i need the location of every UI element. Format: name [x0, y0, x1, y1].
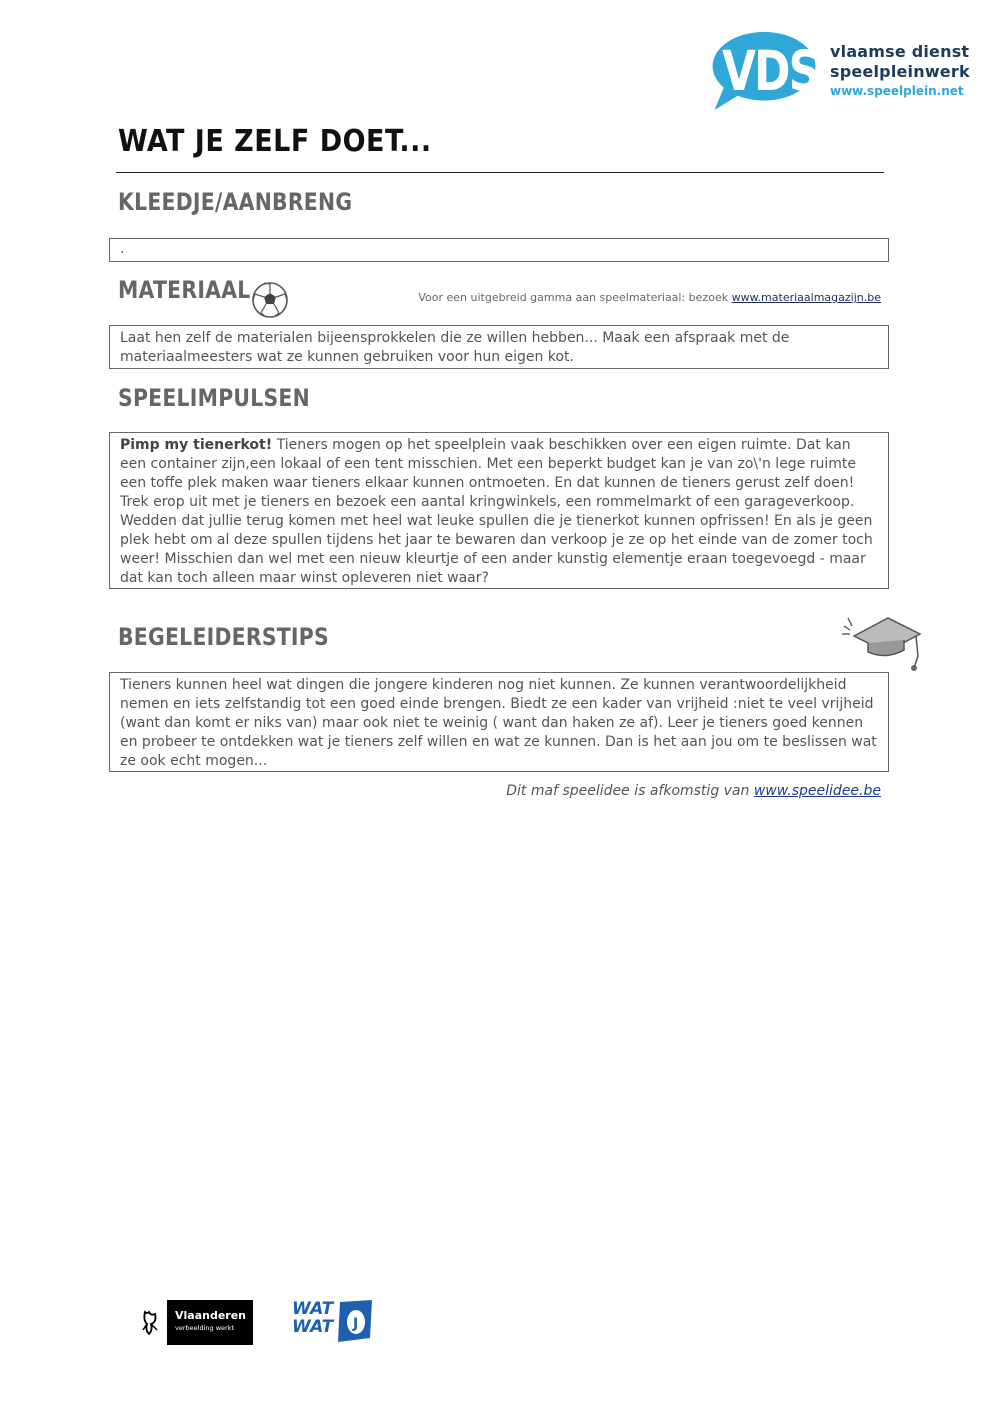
begeleiderstips-body: Tieners kunnen heel wat dingen die jongere kinderen nog niet kunnen. Ze kunnen verantwoordelijkheid nemen en iets zelfstandig tot een goed einde brengen. Biedt ze een kader van vrijheid :niet te veel vrijheid (want dan komt er niks van) maar ook niet te weinig ( want dan haken ze af). Leer je tieners goed kennen en probeer te ontdekken wat je tieners zelf willen en wat ze kunnen. Dan is het aan jou om te beslissen wat ze ook echt mogen... [120, 677, 877, 769]
vlaanderen-logo [135, 1300, 253, 1345]
graduation-cap-icon [840, 612, 924, 674]
watwat-logo [290, 1298, 374, 1344]
kleedje-body: . [120, 241, 125, 257]
box-speelimpulsen [109, 432, 889, 589]
source-text: Dit maf speelidee is afkomstig van [506, 783, 754, 799]
materiaalmagazijn-link[interactable]: www.materiaalmagazijn.be [731, 291, 881, 304]
materiaal-note-text: Voor een uitgebreid gamma aan speelmateriaal: bezoek [418, 291, 732, 304]
watwat-line-1: WAT [292, 1299, 334, 1319]
speelidee-link[interactable]: www.speelidee.be [753, 783, 881, 799]
title-divider [116, 172, 884, 173]
box-materiaal [109, 325, 889, 369]
vds-url[interactable]: www.speelplein.net [830, 84, 964, 98]
source-line [506, 783, 881, 799]
vlaanderen-name: Vlaanderen [175, 1309, 247, 1322]
page-title: WAT JE ZELF DOET... [118, 124, 432, 159]
vds-logo [708, 28, 970, 118]
speelimpulsen-para-1 [120, 436, 878, 493]
materiaal-note [418, 291, 881, 304]
flemish-lion-icon [135, 1300, 167, 1345]
vds-wordmark [830, 42, 970, 98]
speelimpulsen-para-2: Trek erop uit met je tieners en bezoek een aantal kringwinkels, een rommelmarkt of een garageverkoop. Wedden dat jullie terug komen met heel wat leuke spullen die je tienerkot kunnen opfrissen! En als je geen plek hebt om al deze spullen tijdens het jaar te bewaren dan verkoop je ze op het einde van de zomer toch weer! Misschien dan wel met een nieuw kleurtje of een ander kunstig elementje eraan toegevoegd - maar dat kan toch alleen maar winst opleveren niet waar? [120, 494, 873, 586]
speelimpulsen-lead: Pimp my tienerkot! [120, 437, 273, 453]
speelimpulsen-text-1: Tieners mogen op het speelplein vaak beschikken over een eigen ruimte. Dat kan een container zijn,een lokaal of een tent misschien. Met een beperkt budget kan je van zo\'n lege ruimte een toffe plek maken waar tieners elkaar kunnen ontmoeten. En dat kunnen de tieners gerust zelf doen! [120, 437, 857, 491]
lion-icon [135, 1300, 167, 1345]
vds-line-2: speelpleinwerk [830, 62, 970, 81]
heading-kleedje: KLEEDJE/AANBRENG [118, 188, 353, 216]
vds-line-1: vlaamse dienst [830, 42, 970, 61]
watwat-line-2: WAT [292, 1317, 334, 1337]
box-kleedje [109, 238, 889, 262]
materiaal-body: Laat hen zelf de materialen bijeensprokkelen die ze willen hebben... Maak een afspraak met de materiaalmeesters wat ze kunnen gebruiken voor hun eigen kot. [120, 330, 790, 365]
watwat-text [292, 1300, 333, 1336]
vds-letters: VDS [722, 40, 819, 104]
heading-materiaal: MATERIAAL [118, 276, 251, 304]
soccer-ball-icon [250, 280, 290, 320]
heading-begeleiderstips: BEGELEIDERSTIPS [118, 623, 329, 651]
heading-speelimpulsen: SPEELIMPULSEN [118, 384, 310, 412]
svg-text:J: J [353, 1316, 359, 1332]
box-begeleiderstips [109, 672, 889, 772]
vlaanderen-tagline: verbeelding werkt [175, 1324, 234, 1332]
